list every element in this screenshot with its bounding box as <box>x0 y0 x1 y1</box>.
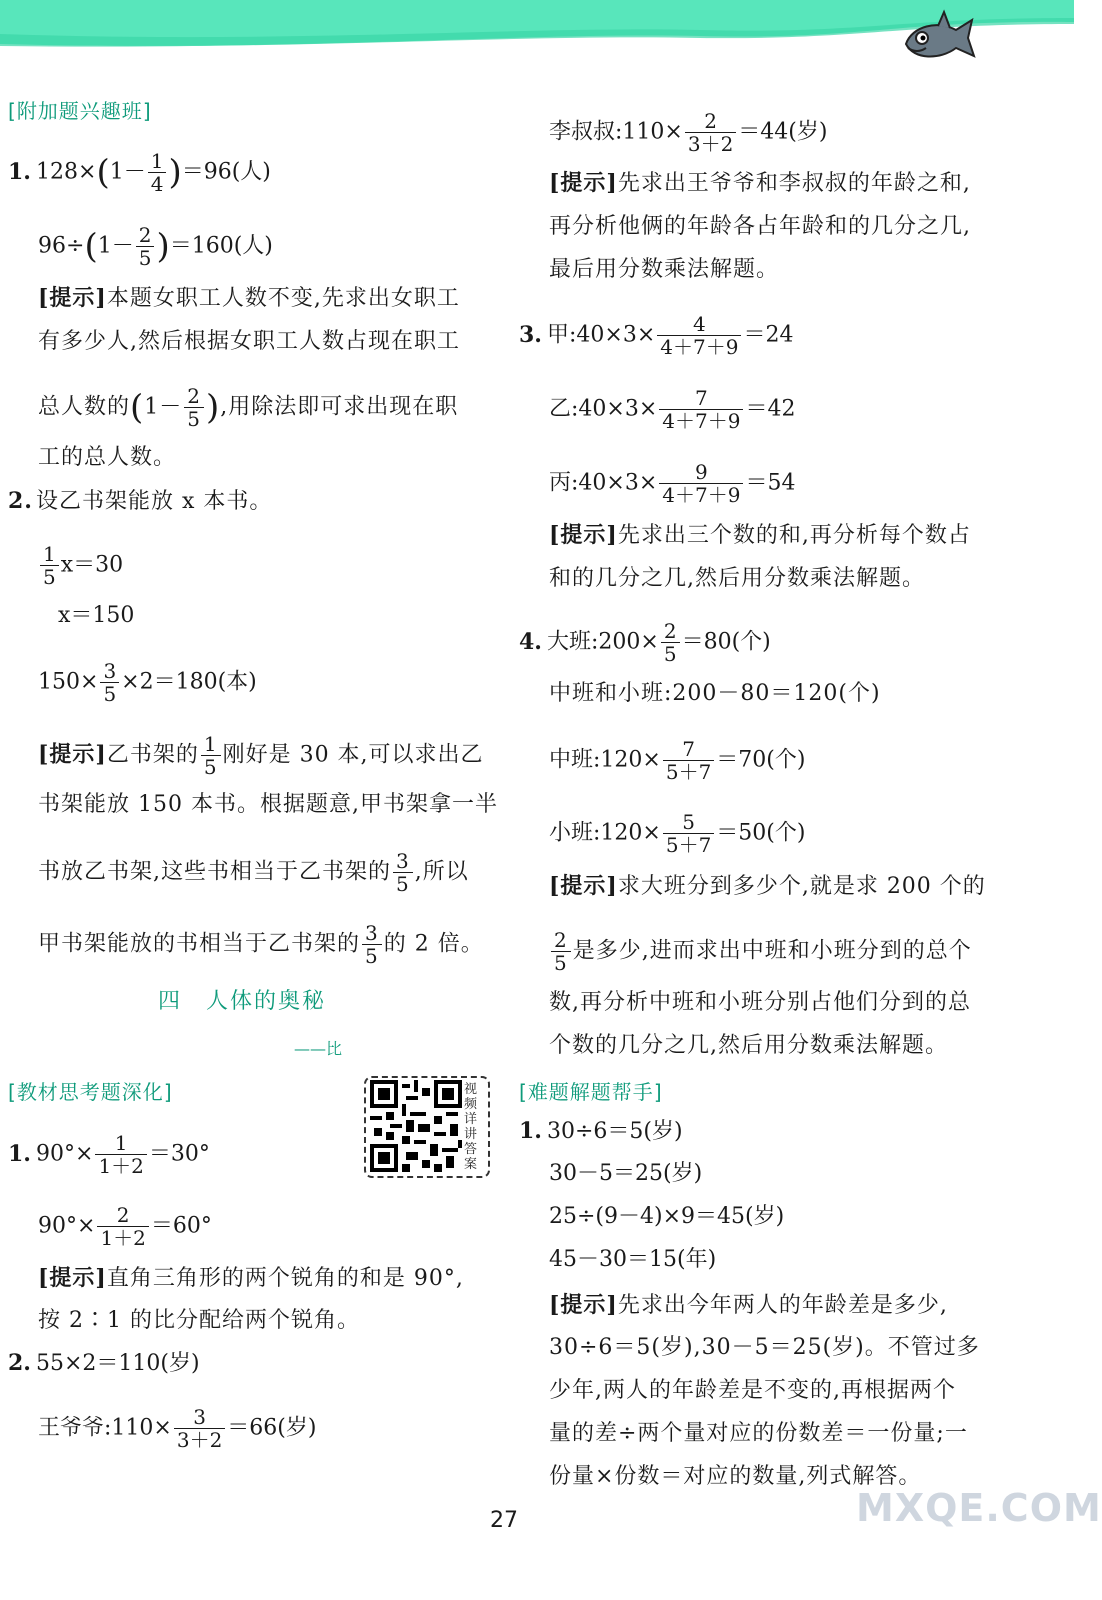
r-q4-hint: [提示]求大班分到多少个,就是求 200 个的 <box>549 873 986 899</box>
r-q3-line2: 乙:40×3× $\frac{7}{4+7+9}$ ＝42 <box>549 386 796 433</box>
q3-hint: [提示]直角三角形的两个锐角的和是 90°, <box>38 1265 464 1291</box>
r-q5-line3: 25÷(9－4)×9＝45(岁) <box>549 1204 785 1229</box>
q2-line1: 2. 设乙书架能放 x 本书。 <box>8 488 273 514</box>
question-number: 1. <box>8 158 31 185</box>
q2-hint-line3: 书放乙书架,这些书相当于乙书架的 $\frac{3}{5}$ ,所以 <box>38 849 469 896</box>
r-q5-hint-line3: 少年,两人的年龄差是不变的,再根据两个 <box>549 1378 956 1403</box>
q1-hint-line2: 有多少人,然后根据女职工人数占现在职工 <box>38 329 460 354</box>
q1-line2: 96÷(1－ $\frac{2}{5}$ )＝160(人) <box>38 223 273 270</box>
r-q5-line1: 1. 30÷6＝5(岁) <box>519 1118 683 1144</box>
q3-line1: 1. 90°× $\frac{1}{1+2}$ ＝30° <box>8 1131 210 1178</box>
q2-hint: [提示]乙书架的 $\frac{1}{5}$ 刚好是 30 本,可以求出乙 <box>38 732 484 779</box>
r-hint-line2: 再分析他俩的年龄各占年龄和的几分之几, <box>549 214 971 239</box>
q3-line2: 90°× $\frac{2}{1+2}$ ＝60° <box>38 1203 212 1250</box>
r-q5-hint-line2: 30÷6＝5(岁),30－5＝25(岁)。不管过多 <box>549 1335 980 1360</box>
qr-code[interactable] <box>364 1076 490 1178</box>
section-header-bonus: [附加题兴趣班] <box>8 99 152 123</box>
r-hint: [提示]先求出王爷爷和李叔叔的年龄之和, <box>549 170 971 196</box>
r-q5-hint: [提示]先求出今年两人的年龄差是多少, <box>549 1292 948 1318</box>
q4-line1: 2. 55×2＝110(岁) <box>8 1350 200 1376</box>
r-q3-hint-line2: 和的几分之几,然后用分数乘法解题。 <box>549 566 925 591</box>
r-q4-hint-line4: 个数的几分之几,然后用分数乘法解题。 <box>549 1033 948 1058</box>
q2-line3: x＝150 <box>58 603 135 628</box>
r-line1: 李叔叔:110× $\frac{2}{3+2}$ ＝44(岁) <box>549 109 828 156</box>
r-q4-line4: 小班:120× $\frac{5}{5+7}$ ＝50(个) <box>549 810 806 857</box>
q1-hint-line4: 工的总人数。 <box>38 445 177 470</box>
watermark: MXQE.COM <box>856 1486 1102 1530</box>
r-q4-line1: 4. 大班:200× $\frac{2}{5}$ ＝80(个) <box>519 619 771 666</box>
page-number: 27 <box>490 1508 518 1533</box>
q1-hint: [提示]本题女职工人数不变,先求出女职工 <box>38 285 460 311</box>
r-q3-hint: [提示]先求出三个数的和,再分析每个数占 <box>549 522 971 548</box>
q3-hint-line2: 按 2∶1 的比分配给两个锐角。 <box>38 1308 360 1333</box>
section-header-difficult: [难题解题帮手] <box>519 1080 663 1104</box>
r-q5-hint-line5: 份量×份数＝对应的数量,列式解答。 <box>549 1464 922 1489</box>
r-q3-line1: 3. 甲:40×3× $\frac{4}{4+7+9}$ ＝24 <box>519 312 794 359</box>
q4-line2: 王爷爷:110× $\frac{3}{3+2}$ ＝66(岁) <box>38 1405 317 1452</box>
r-q4-hint-line3: 数,再分析中班和小班分别占他们分到的总 <box>549 990 971 1015</box>
r-q4-hint-line2: $\frac{2}{5}$ 是多少,进而求出中班和小班分到的总个 <box>549 929 972 974</box>
r-q3-line3: 丙:40×3× $\frac{9}{4+7+9}$ ＝54 <box>549 460 796 507</box>
qr-code-icon <box>370 1080 462 1172</box>
r-q4-line3: 中班:120× $\frac{7}{5+7}$ ＝70(个) <box>549 737 806 784</box>
q1-hint-line3: 总人数的(1－ $\frac{2}{5}$ ),用除法即可求出现在职 <box>38 384 459 431</box>
r-q5-line2: 30－5＝25(岁) <box>549 1161 703 1186</box>
r-q5-hint-line4: 量的差÷两个量对应的份数差＝一份量;一 <box>549 1421 968 1446</box>
fish-icon <box>898 4 978 76</box>
chapter-title: 四 人体的奥秘 <box>158 989 327 1014</box>
chapter-subtitle: ——比 <box>294 1039 343 1058</box>
section-header-textbook: [教材思考题深化] <box>8 1080 173 1104</box>
qr-label: 视频详讲答案 <box>464 1082 478 1172</box>
q2-line4: 150× $\frac{3}{5}$ ×2＝180(本) <box>38 659 257 706</box>
q2-line2: $\frac{1}{5}$ x＝30 <box>38 543 123 588</box>
q1-line1: 1. 128×(1－ $\frac{1}{4}$ )＝96(人) <box>8 149 271 196</box>
q2-hint-line2: 书架能放 150 本书。根据题意,甲书架拿一半 <box>38 792 498 817</box>
r-q5-line4: 45－30＝15(年) <box>549 1247 717 1272</box>
r-q4-line2: 中班和小班:200－80＝120(个) <box>549 681 881 706</box>
fraction: $\frac{1}{4}$ <box>148 150 167 195</box>
r-hint-line3: 最后用分数乘法解题。 <box>549 257 780 282</box>
q2-hint-line4: 甲书架能放的书相当于乙书架的 $\frac{3}{5}$ 的 2 倍。 <box>38 921 484 968</box>
